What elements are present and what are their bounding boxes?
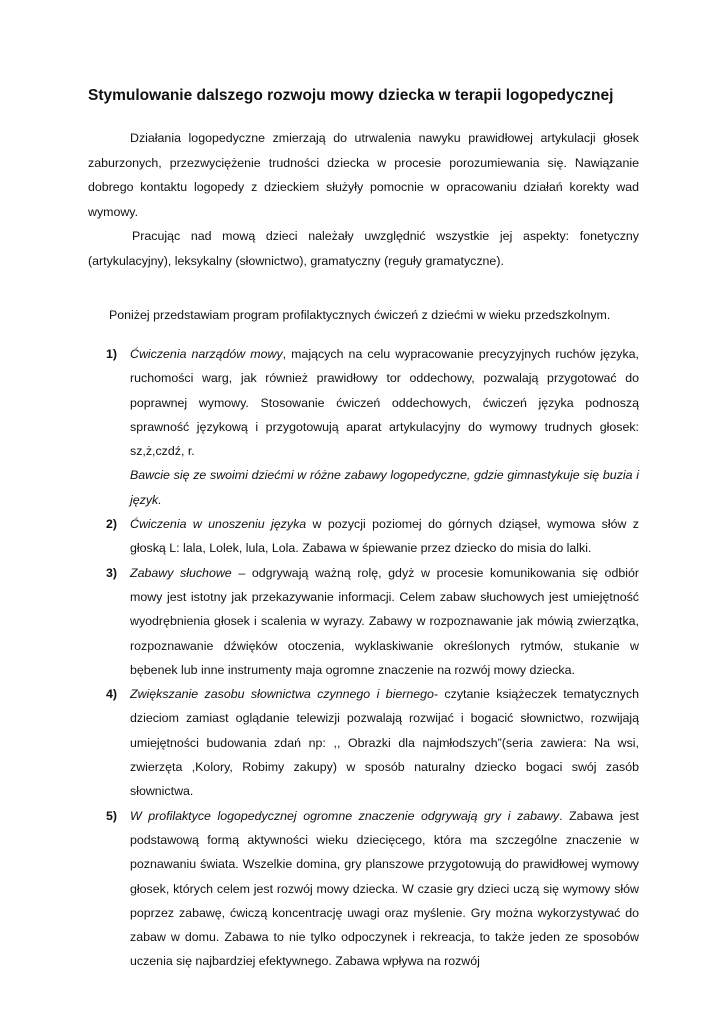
list-number: 2) — [106, 517, 118, 532]
list-item-note: Bawcie się ze swoimi dziećmi w różne zabawy logopedyczne, gdzie gimnastykuje się buzia i język. — [130, 468, 639, 507]
list-item-text — [130, 342, 639, 463]
list-item — [88, 804, 639, 974]
list-item-lead: W profilaktyce logopedycznej ogromne znaczenie odgrywają gry i zabawy — [130, 808, 560, 823]
document-title: Stymulowanie dalszego rozwoju mowy dziecka w terapii logopedycznej — [88, 87, 614, 104]
list-item-body: w pozycji poziomej do górnych dziąseł, wymowa słów z głoską L: lala, Lolek, lula, Lola. Zabawa w śpiewanie przez dziecko do misia do lalki. — [130, 517, 639, 556]
list-item — [88, 342, 639, 512]
list-number: 5) — [106, 808, 118, 823]
list-item-text — [130, 561, 639, 682]
list-item-lead: Zwiększanie zasobu słownictwa czynnego i biernego- — [130, 687, 439, 702]
list-number: 3) — [106, 565, 118, 580]
list-item-lead: Ćwiczenia narządów mowy — [130, 347, 283, 361]
list-item-body: . Zabawa jest podstawową formą aktywności wieku dziecięcego, która ma szczególne znaczenie w poznawaniu świata. Wszelkie domina, gry planszowe przygotowują do prawidłowej wymowy głosek, których celem jest rozwój mowy dziecka. W czasie gry dzieci uczą się wymowy słów poprzez zabawę, ćwiczą koncentrację uwagi oraz myślenie. Gry można wykorzystywać do zabaw w domu. Zabawa to nie tylko odpoczynek i rekreacja, to także jeden ze sposobów uczenia się najbardziej efektywnego. Zabawa wpływa na rozwój — [130, 808, 639, 969]
list-item-body: , mających na celu wypracowanie precyzyjnych ruchów języka, ruchomości warg, jak również prawidłowy tor oddechowy, pozwalają przygotować do poprawnej wymowy. Stosowanie ćwiczeń oddechowych, ćwiczeń języka podnoszą sprawność językową i przygotowują aparat artykulacyjny do wymowy trudnych głosek: sz,ż,czdź, r. — [130, 347, 639, 459]
list-item-body: czytanie książeczek tematycznych dzieciom zamiast oglądanie telewizji pozwalają rozwijać i bogacić słownictwo, rozwijają umiejętności budowania zdań np: ,, Obrazki dla najmłodszych”(seria zawiera: Na wsi, zwierzęta ,Kolory, Robimy zakupy) w sposób naturalny dziecko bogaci swój zasób słownictwa. — [130, 687, 639, 799]
list-item-text — [130, 512, 639, 561]
intro-paragraph: Działania logopedyczne zmierzają do utrwalenia nawyku prawidłowej artykulacji głosek zaburzonych, przezwyciężenie trudności dziecka w procesie porozumiewania się. Nawiązanie dobrego kontaktu logopedy z dzieckiem służyły pomocnie w opracowaniu działań korekty wad wymowy. — [88, 131, 639, 219]
list-item-text — [130, 682, 639, 803]
list-item — [88, 561, 639, 682]
list-item-body: – odgrywają ważną rolę, gdyż w procesie komunikowania się odbiór mowy jest istotny jak przekazywanie informacji. Celem zabaw słuchowych jest umiejętność wyodrębnienia głosek i scalenia w wyrazy. Zabawy w rozpoznawanie jak mówią zwierzątka, rozpoznawanie dźwięków otoczenia, wyklaskiwanie określonych rytmów, stukanie w bębenek lub inne instrumenty maja ogromne znaczenie na rozwój mowy dziecka. — [130, 565, 640, 677]
list-item — [88, 512, 639, 561]
list-item — [88, 682, 639, 803]
list-item-text — [130, 804, 639, 974]
aspects-paragraph: Pracując nad mową dzieci należały uwzględnić wszystkie jej aspekty: fonetyczny (artykulacyjny), leksykalny (słownictwo), gramatyczny (reguły gramatyczne). — [88, 229, 639, 268]
exercise-list — [88, 342, 639, 974]
list-number: 4) — [106, 687, 118, 702]
program-intro-paragraph: Poniżej przedstawiam program profilaktycznych ćwiczeń z dziećmi w wieku przedszkolnym. — [109, 308, 611, 322]
list-item-lead: Ćwiczenia w unoszeniu języka — [130, 517, 307, 532]
list-item-lead: Zabawy słuchowe — [130, 565, 232, 580]
list-number: 1) — [106, 347, 118, 361]
